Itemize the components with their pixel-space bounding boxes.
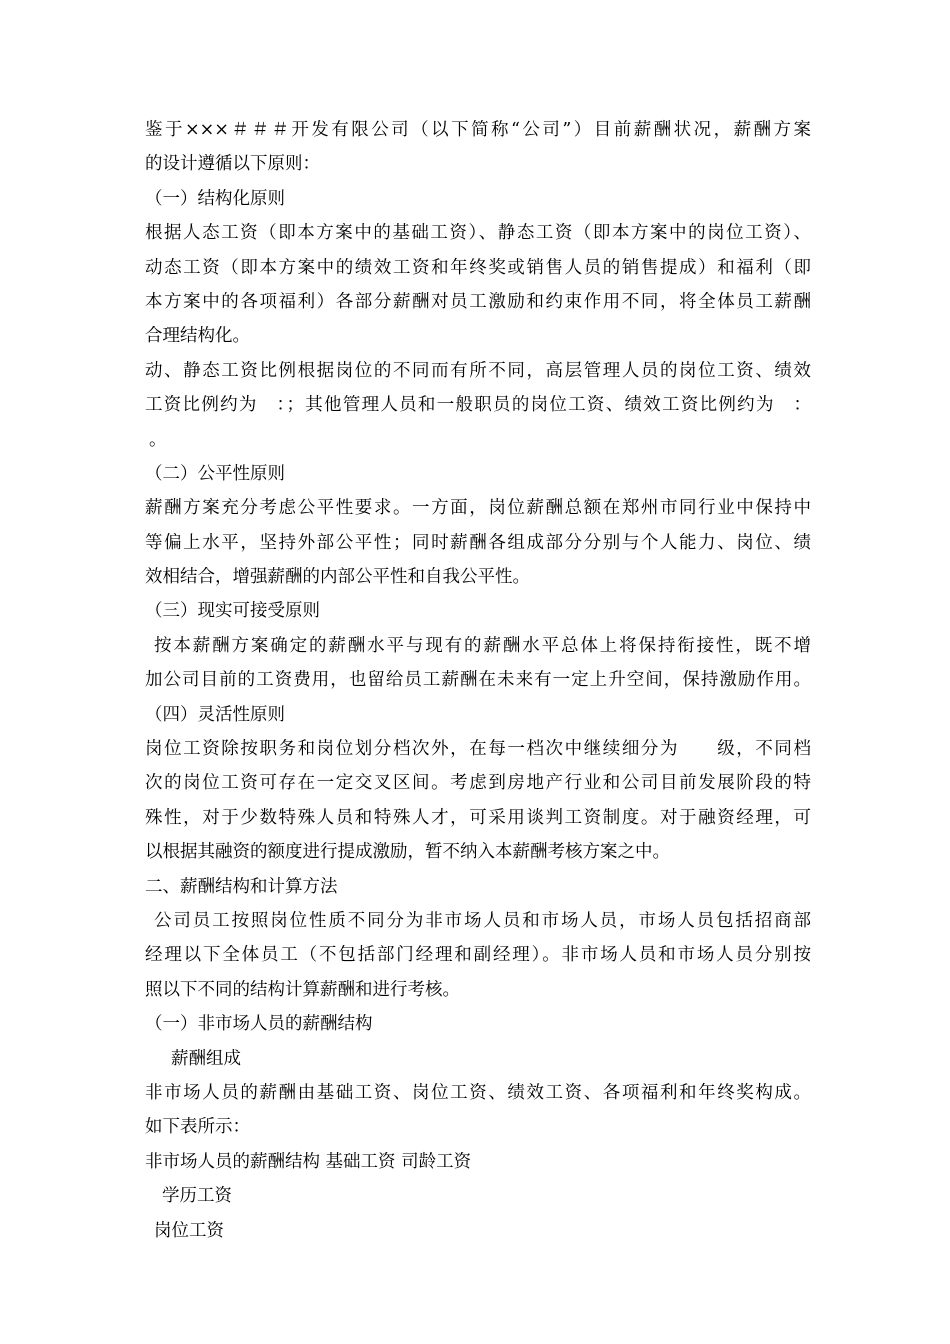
text-line: 按本薪酬方案确定的薪酬水平与现有的薪酬水平总体上将保持衔接性，既不增 (154, 635, 811, 656)
text-line: 加公司目前的工资费用，也留给员工薪酬在未来有一定上升空间，保持激励作用。 (145, 670, 811, 691)
text-line: 殊性，对于少数特殊人员和特殊人才，可采用谈判工资制度。对于融资经理，可 (145, 807, 811, 828)
text-line: 非市场人员的薪酬结构 基础工资 司龄工资 (145, 1151, 472, 1172)
text-line: 非市场人员的薪酬由基础工资、岗位工资、绩效工资、各项福利和年终奖构成。 (145, 1082, 811, 1103)
text-line: （一）非市场人员的薪酬结构 (145, 1014, 373, 1035)
text-line: （三）现实可接受原则 (145, 601, 320, 622)
text-line: 动态工资（即本方案中的绩效工资和年终奖或销售人员的销售提成）和福利（即 (145, 257, 811, 278)
text-line: 以根据其融资的额度进行提成激励，暂不纳入本薪酬考核方案之中。 (145, 842, 670, 863)
text-line: 薪酬组成 (171, 1048, 241, 1069)
text-line: 效相结合，增强薪酬的内部公平性和自我公平性。 (145, 567, 530, 588)
text-line: （一）结构化原则 (145, 188, 285, 209)
text-line: 学历工资 (162, 1186, 232, 1207)
text-line: 鉴于×××＃＃＃开发有限公司（以下简称“公司”）目前薪酬状况，薪酬方案 (145, 120, 811, 140)
text-line: 根据人态工资（即本方案中的基础工资）、静态工资（即本方案中的岗位工资）、 (145, 223, 811, 244)
text-line: 薪酬方案充分考虑公平性要求。一方面，岗位薪酬总额在郑州市同行业中保持中 (145, 498, 811, 519)
text-line: 经理以下全体员工（不包括部门经理和副经理）。非市场人员和市场人员分别按 (145, 945, 811, 966)
text-line: 公司员工按照岗位性质不同分为非市场人员和市场人员，市场人员包括招商部 (154, 910, 811, 931)
text-line: （二）公平性原则 (145, 463, 285, 484)
text-line: 等偏上水平，坚持外部公平性；同时薪酬各组成部分分别与个人能力、岗位、绩 (145, 532, 811, 553)
text-line: 动、静态工资比例根据岗位的不同而有所不同，高层管理人员的岗位工资、绩效 (145, 360, 811, 381)
text-line: 的设计遵循以下原则： (145, 154, 320, 175)
text-line: 。 (149, 429, 167, 450)
text-line: 照以下不同的结构计算薪酬和进行考核。 (145, 979, 460, 1000)
text-line: 二、薪酬结构和计算方法 (145, 876, 338, 897)
text-line: 岗位工资 (154, 1220, 224, 1241)
text-line: 工资比例约为 ：；其他管理人员和一般职员的岗位工资、绩效工资比例约为 ： (145, 395, 811, 416)
text-line: 本方案中的各项福利）各部分薪酬对员工激励和约束作用不同，将全体员工薪酬 (145, 291, 811, 312)
text-line: 合理结构化。 (145, 326, 250, 347)
text-line: （四）灵活性原则 (145, 704, 285, 725)
document-body (145, 113, 811, 1248)
text-line: 如下表所示： (145, 1117, 250, 1138)
text-line: 岗位工资除按职务和岗位划分档次外，在每一档次中继续细分为 级，不同档 (145, 739, 811, 760)
text-line: 次的岗位工资可存在一定交叉区间。考虑到房地产行业和公司目前发展阶段的特 (145, 773, 811, 794)
